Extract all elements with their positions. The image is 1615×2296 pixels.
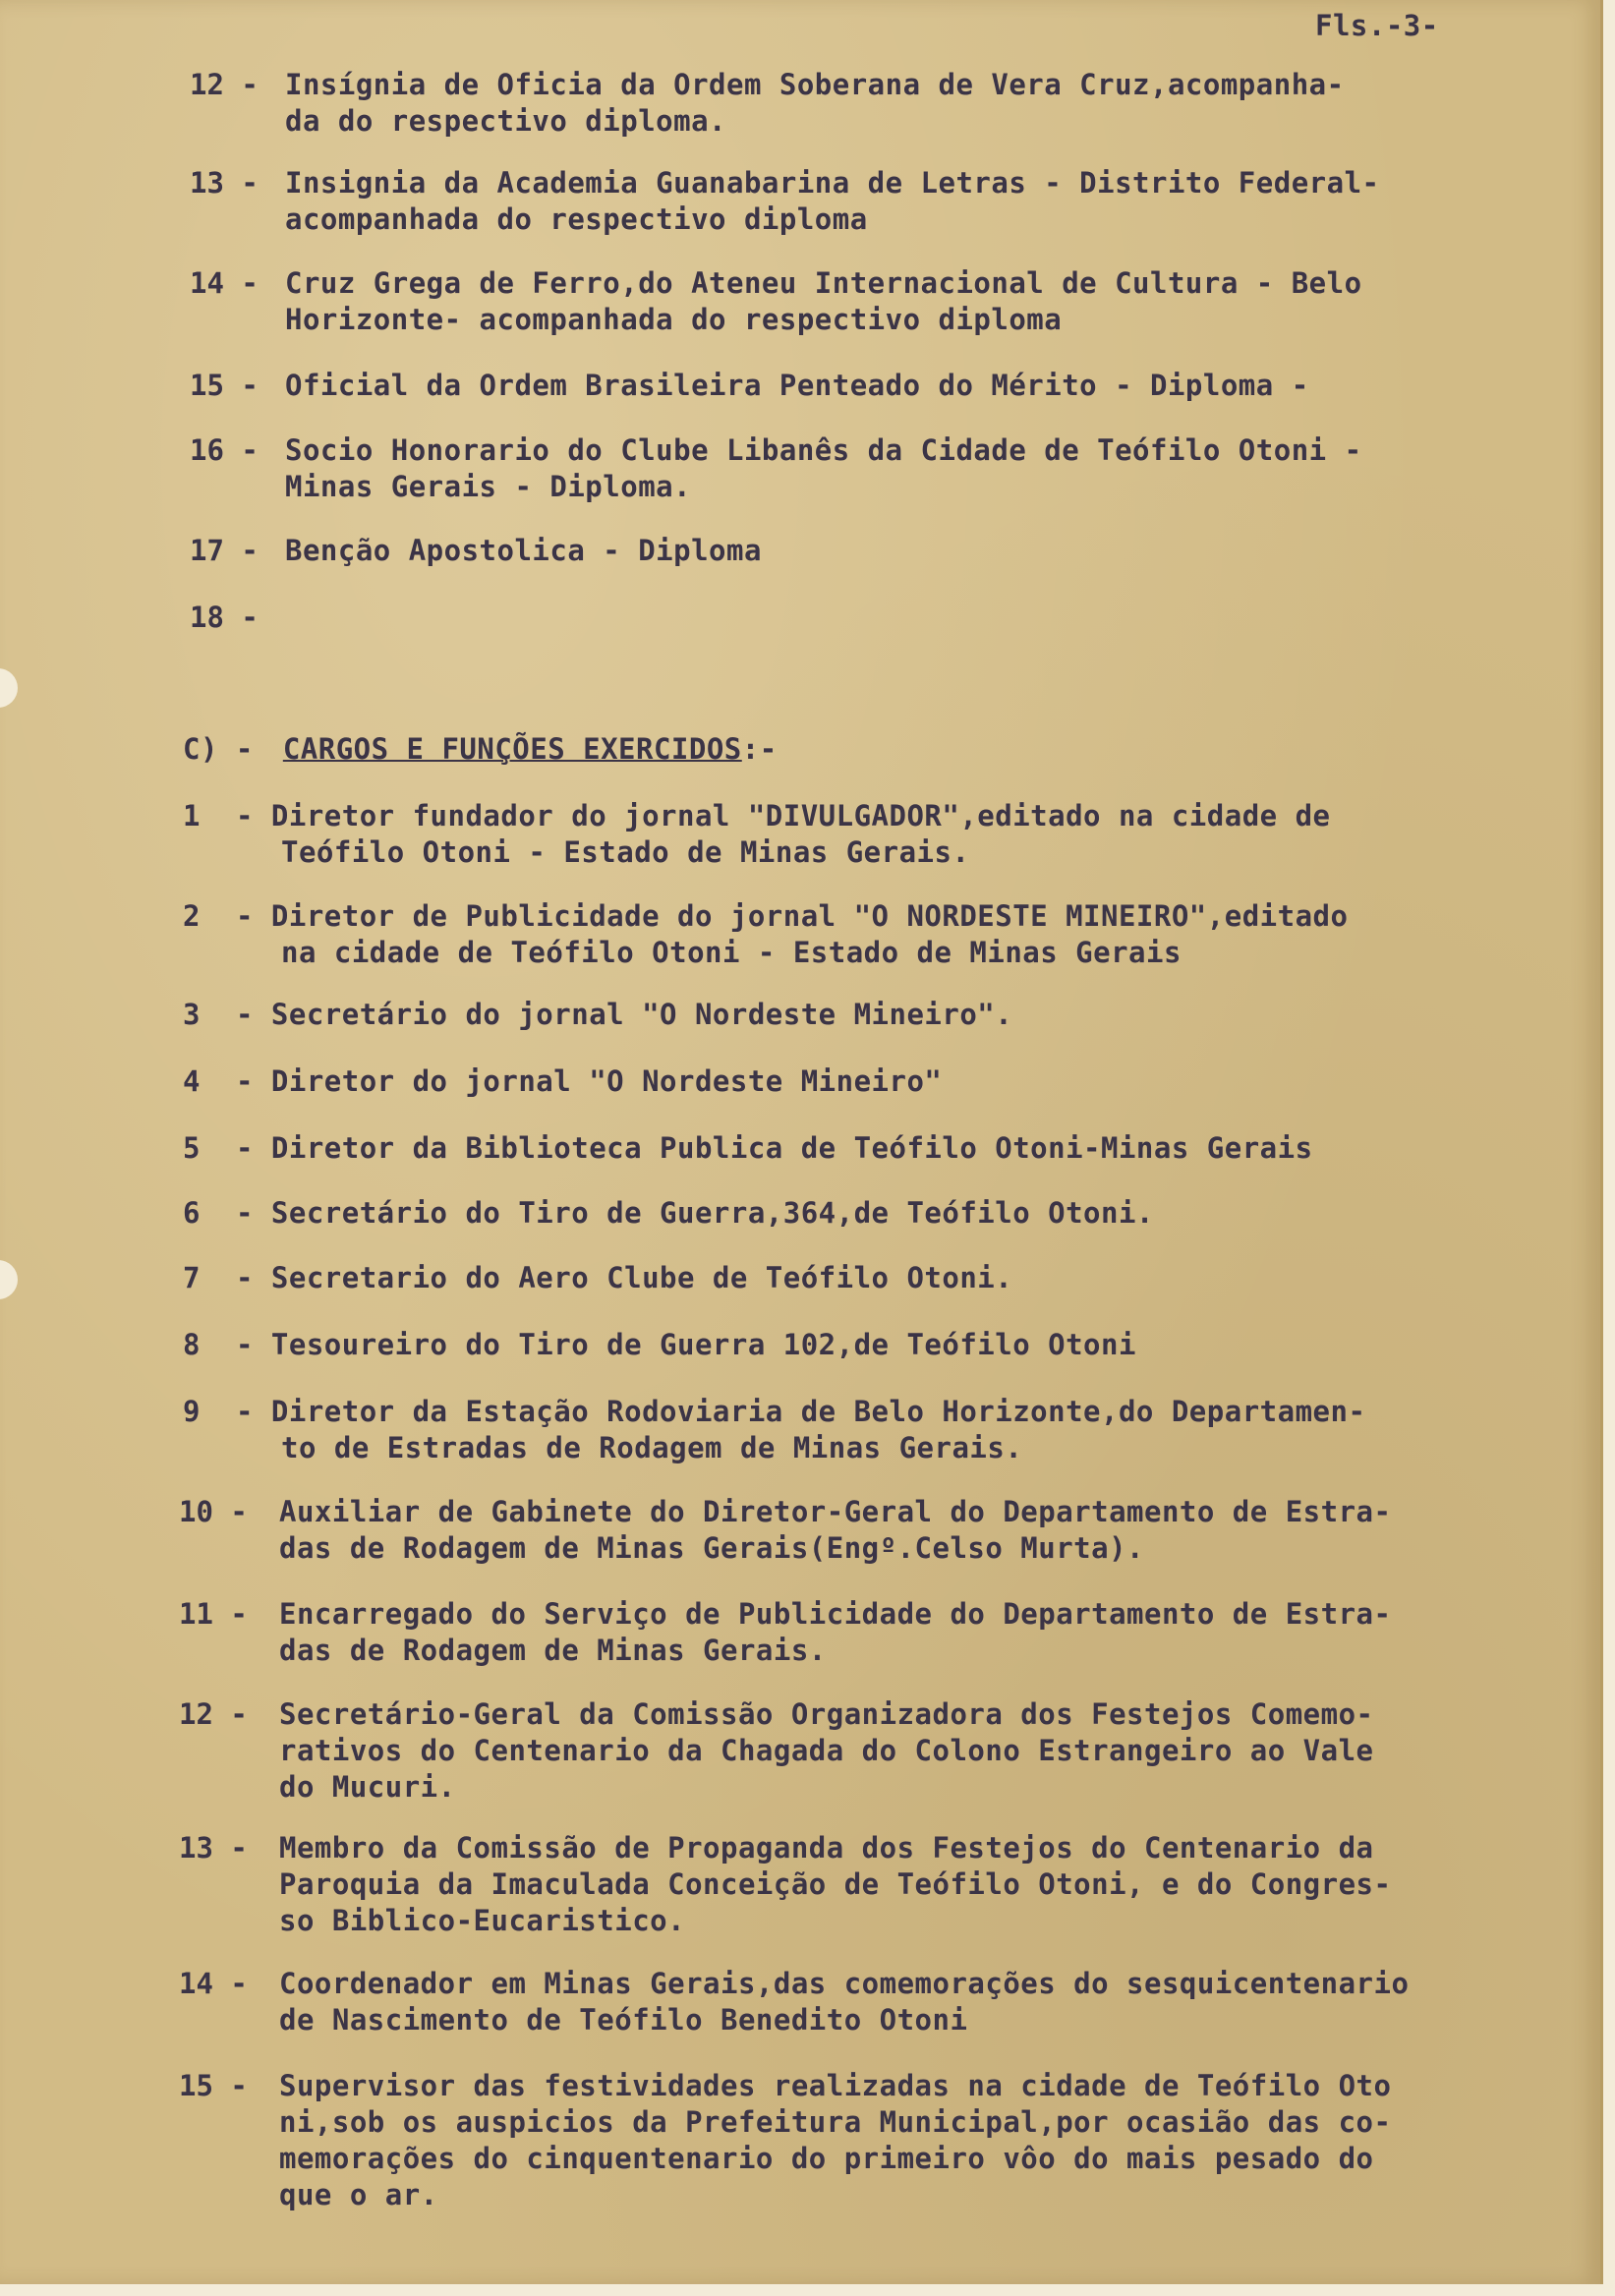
position-line: - Diretor de Publicidade do jornal "O NORDESTE MINEIRO",editado — [236, 899, 1349, 933]
position-line: rativos do Centenario da Chagada do Colono Estrangeiro ao Vale — [279, 1734, 1374, 1767]
position-number: 13 - — [179, 1831, 248, 1865]
position-number: 2 — [183, 899, 201, 933]
position-item — [236, 898, 1348, 971]
position-item — [279, 2068, 1391, 2213]
honor-line: Oficial da Ordem Brasileira Penteado do Mérito - Diploma - — [285, 369, 1309, 402]
position-item — [279, 1596, 1391, 1669]
honor-line: acompanhada do respectivo diploma — [285, 202, 868, 236]
page-marker: Fls.-3- — [1315, 9, 1439, 42]
position-line: Auxiliar de Gabinete do Diretor-Geral do Departamento de Estra- — [279, 1495, 1392, 1528]
position-line: ni,sob os auspicios da Prefeitura Municipal,por ocasião das co- — [279, 2105, 1392, 2139]
position-line: - Diretor fundador do jornal "DIVULGADOR",editado na cidade de — [236, 799, 1331, 832]
position-item — [236, 1394, 1365, 1466]
position-number: 10 - — [179, 1495, 248, 1528]
position-line: Supervisor das festividades realizadas na cidade de Teófilo Oto — [279, 2069, 1392, 2102]
position-item — [236, 1130, 1313, 1167]
section-label: C) - — [183, 732, 254, 766]
position-number: 7 — [183, 1261, 201, 1294]
position-number: 5 — [183, 1131, 201, 1165]
position-line: Encarregado do Serviço de Publicidade do Departamento de Estra- — [279, 1597, 1392, 1631]
position-line: Membro da Comissão de Propaganda dos Festejos do Centenario da — [279, 1831, 1374, 1865]
position-line: Secretário-Geral da Comissão Organizadora dos Festejos Comemo- — [279, 1697, 1374, 1731]
position-number: 15 - — [179, 2069, 248, 2102]
position-line: das de Rodagem de Minas Gerais. — [279, 1634, 827, 1667]
honor-number: 13 - — [190, 166, 259, 200]
position-line: - Secretario do Aero Clube de Teófilo Otoni. — [236, 1261, 1013, 1294]
position-number: 6 — [183, 1196, 201, 1230]
position-number: 8 — [183, 1328, 201, 1361]
honor-number: 15 - — [190, 369, 259, 402]
honor-item — [285, 368, 1309, 404]
position-line: de Nascimento de Teófilo Benedito Otoni — [279, 2003, 968, 2037]
honor-line: Benção Apostolica - Diploma — [285, 534, 762, 567]
position-number: 14 - — [179, 1967, 248, 2000]
position-line: - Tesoureiro do Tiro de Guerra 102,de Teófilo Otoni — [236, 1328, 1136, 1361]
honor-item — [285, 533, 762, 569]
honor-line: Socio Honorario do Clube Libanês da Cidade de Teófilo Otoni - — [285, 433, 1362, 467]
position-item — [236, 1195, 1154, 1232]
position-line: memorações do cinquentenario do primeiro vôo do mais pesado do — [279, 2142, 1374, 2175]
position-item — [279, 1696, 1374, 1806]
punch-hole — [0, 668, 18, 708]
section-suffix: :- — [741, 732, 778, 766]
honor-number: 14 - — [190, 266, 259, 300]
position-item — [279, 1494, 1391, 1567]
position-line: Coordenador em Minas Gerais,das comemorações do sesquicentenario — [279, 1967, 1410, 2000]
position-item — [236, 1260, 1012, 1296]
section-heading — [183, 731, 778, 768]
position-number: 4 — [183, 1064, 201, 1098]
honor-item — [285, 67, 1345, 140]
position-item — [236, 798, 1331, 871]
position-item — [236, 1063, 942, 1100]
honor-line: Insígnia de Oficia da Ordem Soberana de Vera Cruz,acompanha- — [285, 68, 1345, 101]
honor-number: 17 - — [190, 534, 259, 567]
honor-line: Cruz Grega de Ferro,do Ateneu Internacional de Cultura - Belo — [285, 266, 1362, 300]
honor-line: Insignia da Academia Guanabarina de Letras - Distrito Federal- — [285, 166, 1380, 200]
position-number: 9 — [183, 1395, 201, 1428]
position-number: 3 — [183, 998, 201, 1031]
honor-line: da do respectivo diploma. — [285, 104, 726, 138]
honor-item — [285, 432, 1362, 505]
honor-item — [285, 165, 1380, 238]
punch-hole — [0, 1260, 18, 1299]
position-line: to de Estradas de Rodagem de Minas Gerais. — [281, 1431, 1023, 1464]
position-item — [279, 1966, 1409, 2038]
position-number: 1 — [183, 799, 201, 832]
position-line: - Diretor do jornal "O Nordeste Mineiro" — [236, 1064, 943, 1098]
position-line: das de Rodagem de Minas Gerais(Engº.Celso Murta). — [279, 1531, 1145, 1565]
position-line: - Diretor da Estação Rodoviaria de Belo Horizonte,do Departamen- — [236, 1395, 1366, 1428]
position-line: so Biblico-Eucaristico. — [279, 1904, 686, 1937]
section-title: CARGOS E FUNÇÕES EXERCIDOS — [282, 732, 742, 766]
honor-line: Minas Gerais - Diploma. — [285, 470, 692, 503]
position-line: - Secretário do jornal "O Nordeste Mineiro". — [236, 998, 1013, 1031]
position-item — [236, 1327, 1136, 1363]
honor-item — [285, 265, 1362, 338]
honor-line: Horizonte- acompanhada do respectivo diploma — [285, 303, 1063, 336]
position-item — [236, 997, 1012, 1033]
honor-number: 18 - — [190, 601, 259, 634]
position-line: Teófilo Otoni - Estado de Minas Gerais. — [281, 835, 970, 869]
position-line: - Diretor da Biblioteca Publica de Teófilo Otoni-Minas Gerais — [236, 1131, 1313, 1165]
position-line: Paroquia da Imaculada Conceição de Teófilo Otoni, e do Congres- — [279, 1867, 1392, 1901]
position-line: na cidade de Teófilo Otoni - Estado de Minas Gerais — [281, 936, 1182, 969]
position-number: 12 - — [179, 1697, 248, 1731]
position-number: 11 - — [179, 1597, 248, 1631]
position-line: que o ar. — [279, 2178, 438, 2211]
honor-number: 16 - — [190, 433, 259, 467]
position-line: - Secretário do Tiro de Guerra,364,de Teófilo Otoni. — [236, 1196, 1154, 1230]
honor-number: 12 - — [190, 68, 259, 101]
position-line: do Mucuri. — [279, 1770, 456, 1804]
position-item — [279, 1830, 1391, 1939]
